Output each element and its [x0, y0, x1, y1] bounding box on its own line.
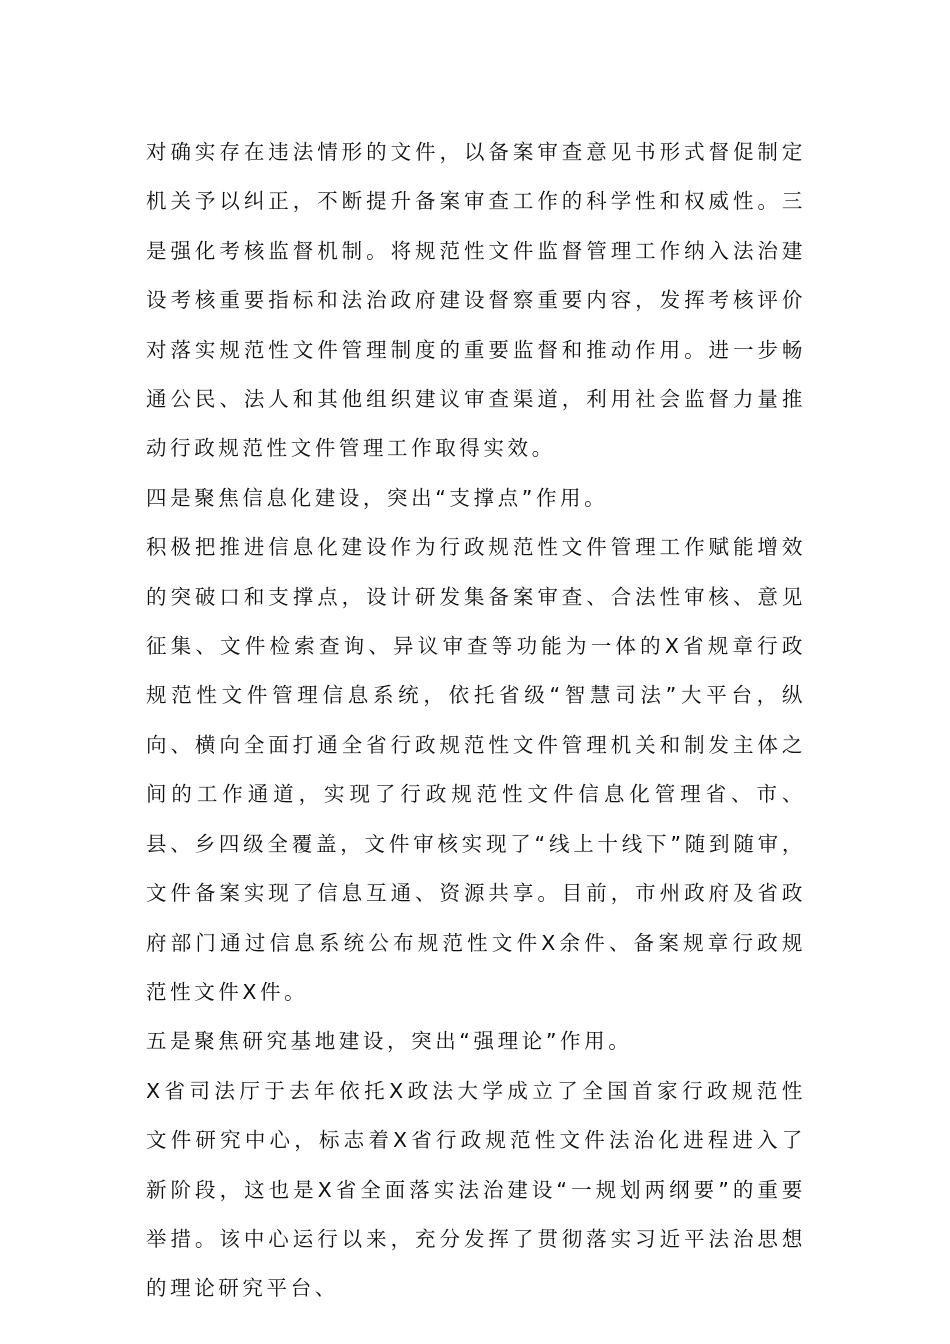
document-body [146, 128, 806, 1314]
paragraph-informatization: 积极把推进信息化建设作为行政规范性文件管理工作赋能增效的突破口和支撑点，设计研发集备案审查、合法性审核、意见征集、文件检索查询、异议审查等功能为一体的X省规章行政规范性文件管理信息系统，依托省级“智慧司法”大平台，纵向、横向全面打通全省行政规范性文件管理机关和制发主体之间的工作通道，实现了行政规范性文件信息化管理省、市、县、乡四级全覆盖，文件审核实现了“线上十线下”随到随审，文件备案实现了信息互通、资源共享。目前，市州政府及省政府部门通过信息系统公布规范性文件X余件、备案规章行政规范性文件X件。 [146, 535, 806, 1004]
paragraph-research-base: X省司法厅于去年依托X政法大学成立了全国首家行政规范性文件研究中心，标志着X省行政规范性文件法治化进程进入了新阶段，这也是X省全面落实法治建设“一规划两纲要”的重要举措。该中心运行以来，充分发挥了贯彻落实习近平法治思想的理论研究平台、 [146, 1078, 806, 1301]
heading-research-base: 五是聚焦研究基地建设，突出“强理论”作用。 [146, 1029, 633, 1054]
paragraph-supervision-mechanism: 对确实存在违法情形的文件，以备案审查意见书形式督促制定机关予以纠正，不断提升备案审查工作的科学性和权威性。三是强化考核监督机制。将规范性文件监督管理工作纳入法治建设考核重要指标和法治政府建设督察重要内容，发挥考核评价对落实规范性文件管理制度的重要监督和推动作用。进一步畅通公民、法人和其他组织建议审查渠道，利用社会监督力量推动行政规范性文件管理工作取得实效。 [146, 140, 806, 461]
heading-informatization: 四是聚焦信息化建设，突出“支撑点”作用。 [146, 485, 609, 510]
